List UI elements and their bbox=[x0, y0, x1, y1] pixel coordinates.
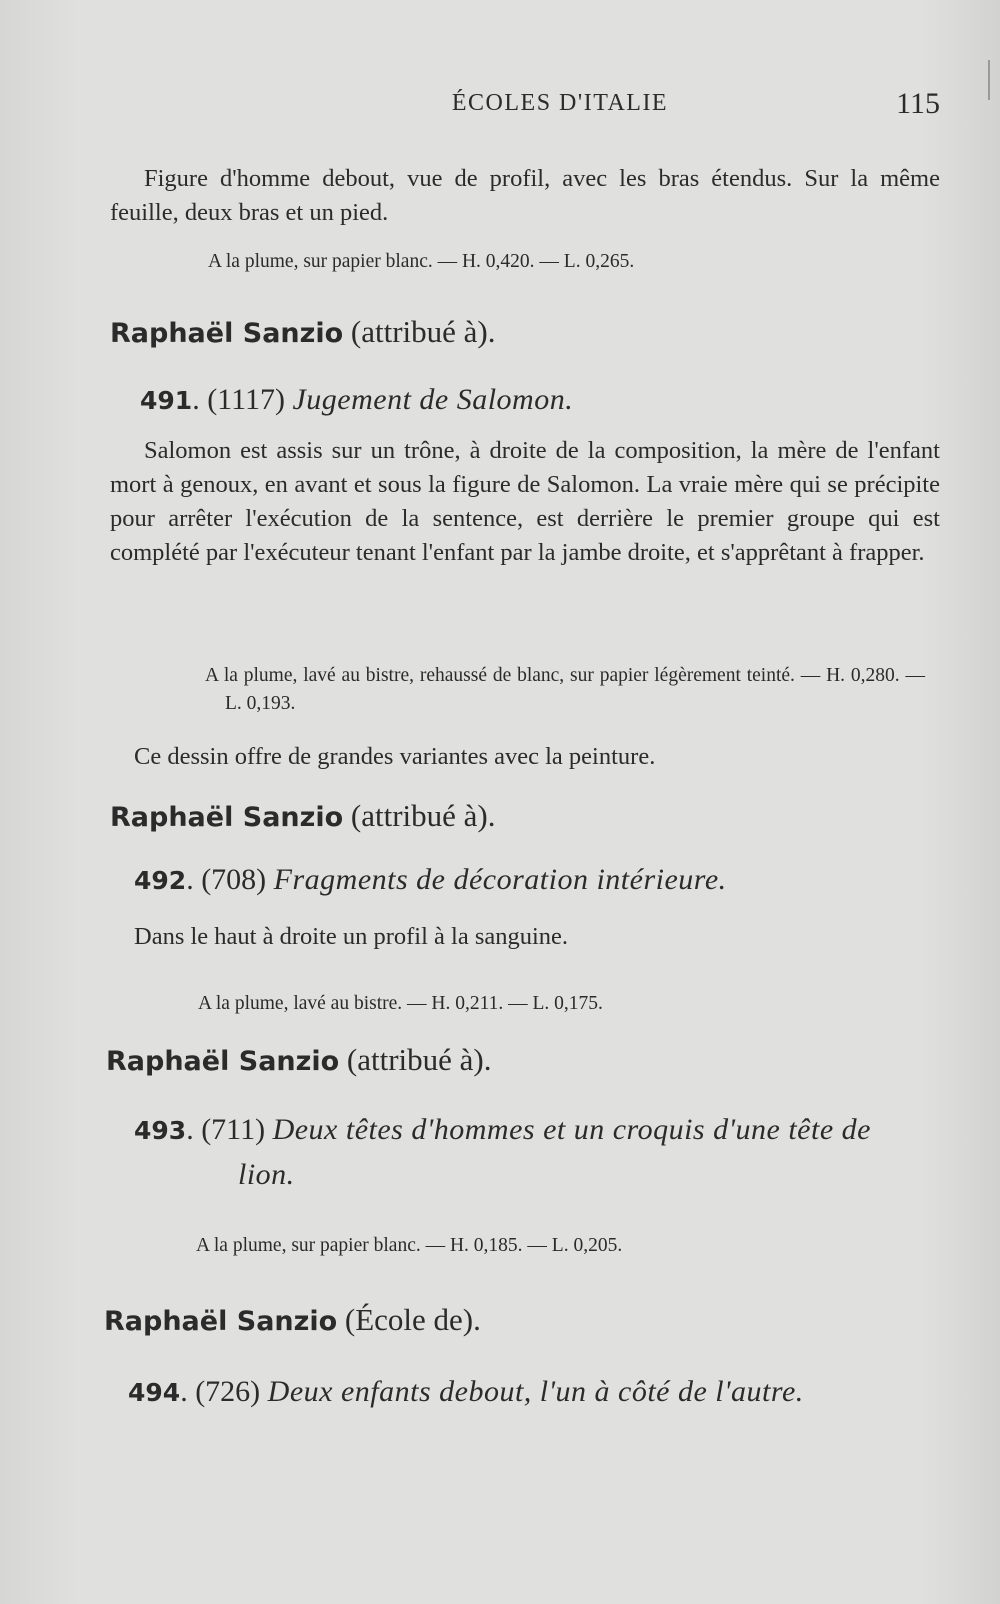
entry-491-description-block bbox=[110, 434, 940, 570]
entry-number-dot: . bbox=[186, 1113, 194, 1146]
inventory-number: (726) bbox=[187, 1375, 268, 1408]
entry-493 bbox=[134, 1108, 924, 1197]
intro-description: Figure d'homme debout, vue de profil, avec les bras étendus. Sur la même feuille, deux bras et un pied. bbox=[110, 165, 940, 226]
attribution: (École de). bbox=[337, 1302, 481, 1337]
entry-number-dot: . bbox=[180, 1375, 188, 1408]
entry-491-note-block bbox=[134, 740, 934, 774]
artist-name: Raphaël Sanzio bbox=[110, 318, 344, 349]
entry-491 bbox=[140, 378, 940, 423]
entry-number: 491 bbox=[140, 386, 193, 415]
inventory-number: (711) bbox=[193, 1113, 273, 1146]
page-number: 115 bbox=[896, 87, 940, 120]
entry-number: 494 bbox=[128, 1378, 181, 1407]
artist-heading-493 bbox=[106, 1040, 936, 1082]
artist-heading-494 bbox=[104, 1300, 934, 1342]
entry-492-description-block bbox=[134, 920, 934, 954]
artist-name: Raphaël Sanzio bbox=[110, 802, 344, 833]
running-head bbox=[110, 87, 940, 130]
entry-technique: A la plume, lavé au bistre. — H. 0,211. — L. 0,175. bbox=[198, 993, 603, 1014]
entry-number: 492 bbox=[134, 866, 187, 895]
entry-493-technique-block bbox=[196, 1232, 896, 1260]
entry-491-technique-block bbox=[205, 662, 925, 718]
entry-description: Dans le haut à droite un profil à la sanguine. bbox=[134, 923, 569, 950]
page-edge-mark bbox=[988, 60, 990, 100]
attribution: (attribué à). bbox=[343, 798, 496, 833]
entry-number: 493 bbox=[134, 1116, 187, 1145]
entry-title: Jugement de Salomon. bbox=[292, 383, 574, 416]
entry-title: Deux têtes d'hommes et un croquis d'une tête de lion. bbox=[238, 1113, 871, 1191]
attribution: (attribué à). bbox=[339, 1042, 492, 1077]
entry-title: Deux enfants debout, l'un à côté de l'autre. bbox=[267, 1375, 804, 1408]
entry-description: Salomon est assis sur un trône, à droite de la composition, la mère de l'enfant mort à genoux, en avant et sous la figure de Salomon. La vraie mère qui se précipite pour arrêter l'exécution de la sentence, est derrière le premier groupe qui est complété par l'exécuteur tenant l'enfant par la jambe droite, et s'apprêtant à frapper. bbox=[110, 437, 940, 566]
artist-name: Raphaël Sanzio bbox=[104, 1306, 338, 1337]
entry-number-dot: . bbox=[186, 863, 194, 896]
intro-technique: A la plume, sur papier blanc. — H. 0,420. — L. 0,265. bbox=[208, 251, 635, 272]
inventory-number: (1117) bbox=[199, 383, 293, 416]
entry-492-technique-block bbox=[198, 990, 898, 1018]
entry-492 bbox=[134, 858, 934, 903]
entry-technique: A la plume, sur papier blanc. — H. 0,185. — L. 0,205. bbox=[196, 1235, 623, 1256]
running-title: ÉCOLES D'ITALIE bbox=[451, 90, 669, 116]
entry-technique: A la plume, lavé au bistre, rehaussé de blanc, sur papier légèrement teinté. — H. 0,280. — L. 0,193. bbox=[205, 665, 925, 714]
entry-note: Ce dessin offre de grandes variantes avec la peinture. bbox=[134, 743, 656, 770]
entry-494 bbox=[128, 1370, 918, 1415]
artist-heading-491 bbox=[110, 312, 940, 354]
artist-name: Raphaël Sanzio bbox=[106, 1046, 340, 1077]
intro-technique-block bbox=[208, 248, 908, 276]
intro-block bbox=[110, 162, 940, 230]
entry-title: Fragments de décoration intérieure. bbox=[273, 863, 727, 896]
artist-heading-492 bbox=[110, 796, 940, 838]
entry-number-dot: . bbox=[192, 383, 200, 416]
attribution: (attribué à). bbox=[343, 314, 496, 349]
inventory-number: (708) bbox=[193, 863, 274, 896]
